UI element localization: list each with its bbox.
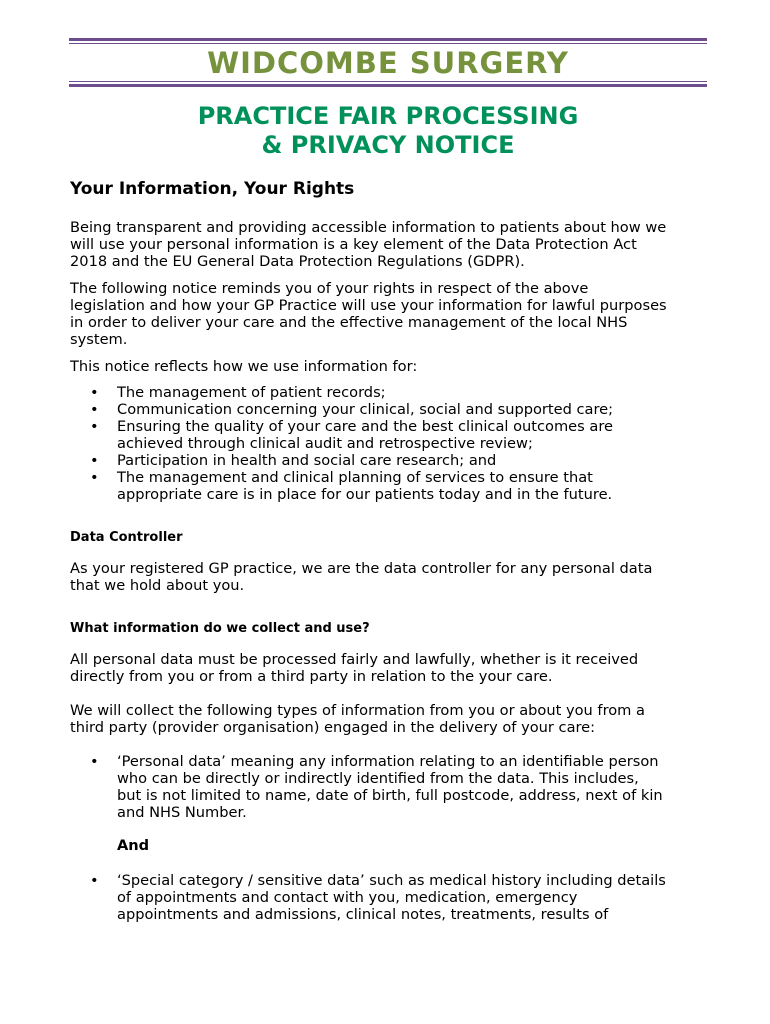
rights-paragraph: [70, 280, 720, 348]
collection-paragraph: [70, 702, 720, 736]
section-heading-your-rights: Your Information, Your Rights: [70, 179, 355, 199]
text-line: legislation and how your GP Practice will use your information for lawful purposes: [70, 297, 667, 314]
section-heading-data-controller: Data Controller: [70, 530, 183, 545]
list-item: • Participation in health and social care research; and: [90, 452, 497, 469]
special-category-bullet: [70, 872, 720, 923]
bullet-icon: •: [90, 418, 99, 435]
bullet-icon: •: [90, 753, 99, 770]
text-line: third party (provider organisation) engaged in the delivery of your care:: [70, 719, 596, 736]
text-line: Being transparent and providing accessible information to patients about how we: [70, 219, 667, 236]
surgery-name: WIDCOMBE SURGERY: [207, 46, 569, 80]
bullet-icon: •: [90, 872, 99, 889]
text-line: We will collect the following types of information from you or about you from a: [70, 702, 645, 719]
data-controller-paragraph: [70, 560, 720, 594]
lawful-processing-paragraph: [70, 651, 720, 685]
personal-data-bullet: [70, 753, 720, 821]
intro-paragraph: [70, 219, 720, 270]
text-line: directly from you or from a third party in relation to the your care.: [70, 668, 553, 685]
header-rule-top-thick: [69, 38, 707, 41]
list-item: • The management of patient records;: [90, 384, 386, 401]
section-heading-information-collected: What information do we collect and use?: [70, 621, 370, 636]
text-line: system.: [70, 331, 128, 348]
bullet-icon: •: [90, 452, 99, 469]
header-rule-bottom-thick: [69, 84, 707, 87]
text-line: in order to deliver your care and the effective management of the local NHS: [70, 314, 628, 331]
text-line: The following notice reminds you of your rights in respect of the above: [70, 280, 589, 297]
and-label: And: [117, 837, 150, 854]
uses-intro: This notice reflects how we use information for:: [70, 358, 418, 375]
text-line: As your registered GP practice, we are the data controller for any personal data: [70, 560, 653, 577]
list-item: • ‘Special category / sensitive data’ such as medical history including details of appointments and contact with you, medication, emergency appointments and admissions, clinical notes, treatments, results of: [90, 872, 666, 923]
header-rule-bottom-thin: [69, 81, 707, 82]
notice-title: [69, 102, 707, 160]
notice-title-line: & PRIVACY NOTICE: [261, 131, 515, 159]
uses-bullet-list: [70, 384, 720, 503]
bullet-icon: •: [90, 384, 99, 401]
list-item: • The management and clinical planning of services to ensure that appropriate care is in place for our patients today and in the future.: [90, 469, 613, 503]
list-item: • Communication concerning your clinical, social and supported care;: [90, 401, 614, 418]
text-line: that we hold about you.: [70, 577, 245, 594]
bullet-icon: •: [90, 401, 99, 418]
notice-title-line: PRACTICE FAIR PROCESSING: [197, 102, 579, 130]
text-line: will use your personal information is a key element of the Data Protection Act: [70, 236, 637, 253]
list-item: • ‘Personal data’ meaning any information relating to an identifiable person who can be directly or indirectly identified from the data. This includes, but is not limited to name, date of birth, full postcode, address, next of kin and NHS Number.: [90, 753, 663, 821]
list-item: • Ensuring the quality of your care and the best clinical outcomes are achieved through clinical audit and retrospective review;: [90, 418, 613, 452]
text-line: 2018 and the EU General Data Protection Regulations (GDPR).: [70, 253, 525, 270]
bullet-icon: •: [90, 469, 99, 486]
text-line: All personal data must be processed fairly and lawfully, whether is it received: [70, 651, 639, 668]
